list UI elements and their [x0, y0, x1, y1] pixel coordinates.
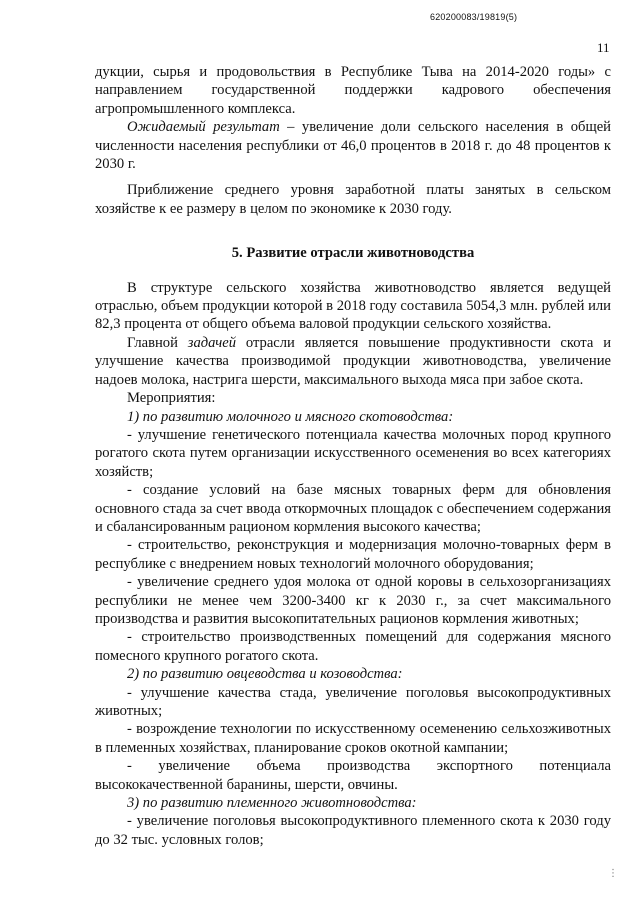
- list-item: - увеличение объема производства экспортного потенциала высококачественной баранины, шерсти, овчины.: [95, 758, 611, 793]
- expected-result-text: – увеличение доли сельского населения в общей численности населения республики от 46,0 процентов в 2018 г. до 48 процентов к 2030 г.: [95, 119, 611, 173]
- document-id: 620200083/19819(5): [430, 12, 518, 22]
- measures-label: Мероприятия:: [127, 390, 216, 407]
- list-item: - улучшение генетического потенциала качества молочных пород крупного рогатого скота путем организации искусственного осеменения во всех категориях хозяйств;: [95, 426, 611, 480]
- paragraph-continuation: дукции, сырья и продовольствия в Республике Тыва на 2014-2020 годы» с направлением государственной поддержки кадрового обеспечения агропромышленного комплекса.: [95, 64, 611, 117]
- list-item: - строительство производственных помещений для содержания мясного помесного крупного рогатого скота.: [95, 629, 611, 664]
- expected-result-label: Ожидаемый результат: [127, 119, 280, 136]
- page-number: 11: [597, 40, 610, 55]
- subheading-dairy-meat: [95, 408, 611, 426]
- list-item: - создание условий на базе мясных товарных ферм для обновления основного стада за счет ввода откормочных площадок с обеспечением содержания и сбалансированным рационом кормления высокого качества;: [95, 482, 611, 535]
- subheading-sheep-goat-text: 2) по развитию овцеводства и козоводства:: [127, 666, 403, 683]
- paragraph-expected-result: [95, 118, 611, 173]
- section-title: 5. Развитие отрасли животноводства: [231, 245, 475, 262]
- main-task-label: задачей: [187, 334, 236, 351]
- main-task-text: отрасли является повышение продуктивности скота и улучшение качества производимой продукции животноводства, увеличение надоев молока, настрига шерсти, максимального выхода мяса при забое скота.: [95, 334, 612, 388]
- subheading-sheep-goat: [95, 665, 611, 683]
- paragraph-structure: В структуре сельского хозяйства животноводство является ведущей отраслью, объем продукции которой в 2018 году составила 5054,3 млн. рублей или 82,3 процента от общего объема валовой продукции сельского хозяйства.: [95, 279, 611, 333]
- list-item: - возрождение технологии по искусственному осеменению сельхозживотных в племенных хозяйствах, планирование сроков окотной кампании;: [95, 721, 611, 756]
- subheading-breeding-text: 3) по развитию племенного животноводства:: [127, 795, 417, 812]
- main-task-prefix: Главной: [127, 334, 188, 351]
- paragraph-main-task: [95, 334, 611, 389]
- scan-mark-icon: ⋮: [608, 868, 618, 879]
- subheading-breeding: [95, 794, 611, 812]
- subheading-dairy-meat-text: 1) по развитию молочного и мясного скотоводства:: [127, 408, 454, 425]
- list-item: - строительство, реконструкция и модернизация молочно-товарных ферм в республике с внедрением новых технологий молочного оборудования;: [95, 537, 611, 572]
- list-item: - улучшение качества стада, увеличение поголовья высокопродуктивных животных;: [95, 684, 611, 719]
- list-item: - увеличение среднего удоя молока от одной коровы в сельхозорганизациях республики не менее чем 3200-3400 кг к 2030 г., за счет максимального производства и развития высокопитательных рационов кормления животных;: [95, 574, 611, 627]
- document-body: [95, 63, 611, 849]
- list-item: - увеличение поголовья высокопродуктивного племенного скота к 2030 году до 32 тыс. условных голов;: [95, 813, 611, 848]
- paragraph-salary: Приближение среднего уровня заработной платы занятых в сельском хозяйстве к ее размеру в целом по экономике к 2030 году.: [95, 182, 611, 217]
